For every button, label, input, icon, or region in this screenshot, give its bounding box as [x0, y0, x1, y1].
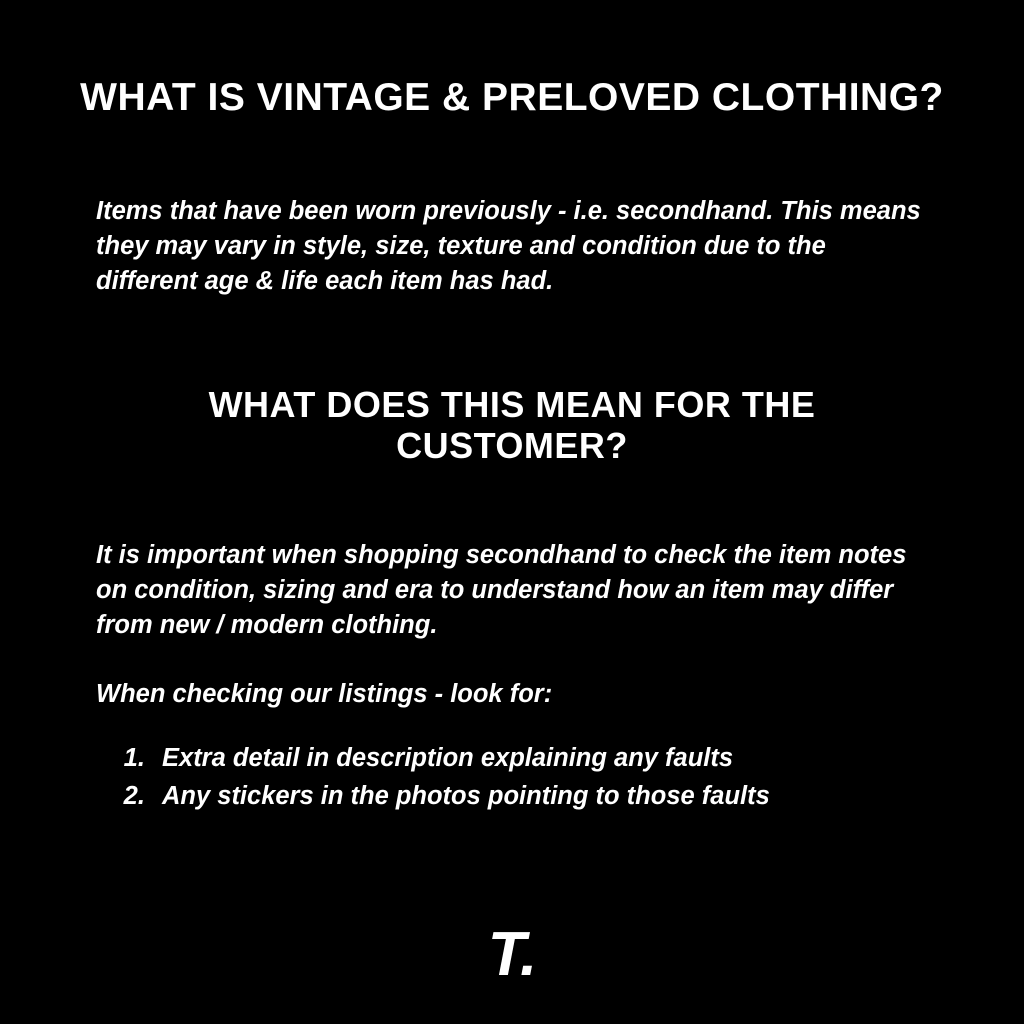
customer-paragraph: It is important when shopping secondhand to check the item notes on condition, sizing and era to understand how an item may differ from new / modern clothing.	[96, 540, 907, 640]
section-heading-block	[0, 299, 1024, 466]
intro-paragraph-block	[0, 120, 1024, 300]
list-item: 1. Extra detail in description explaining any faults	[152, 739, 1024, 777]
section-heading: WHAT DOES THIS MEAN FOR THE CUSTOMER?	[208, 384, 816, 466]
listings-prompt: When checking our listings - look for:	[96, 680, 553, 709]
checklist	[0, 713, 1024, 816]
intro-paragraph: Items that have been worn previously - i.e. secondhand. This means they may vary in style, size, texture and condition due to the different age & life each item has had.	[96, 196, 921, 296]
brand-logo	[0, 920, 1024, 989]
customer-paragraph-block	[0, 466, 1024, 644]
brand-logo-text: T.	[487, 920, 537, 989]
page-title: WHAT IS VINTAGE & PRELOVED CLOTHING?	[80, 76, 944, 119]
list-item: 2. Any stickers in the photos pointing to those faults	[152, 777, 1024, 815]
listings-prompt-block	[0, 643, 1024, 712]
